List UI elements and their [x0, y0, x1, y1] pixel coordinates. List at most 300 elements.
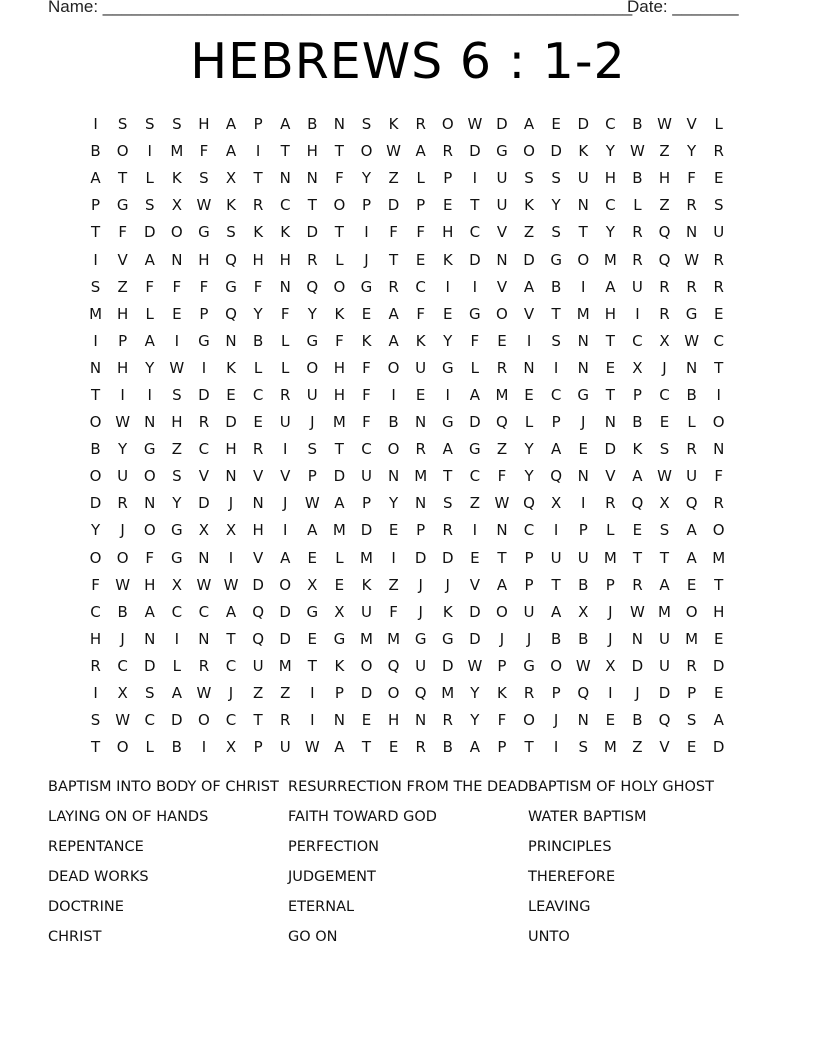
letter-grid: [82, 111, 737, 761]
grid-letter: A: [334, 738, 345, 757]
grid-letter: O: [577, 250, 590, 269]
grid-letter: G: [198, 331, 210, 350]
grid-letter: D: [333, 467, 346, 486]
grid-letter: P: [334, 684, 344, 703]
grid-letter: O: [441, 115, 454, 134]
grid-letter: A: [144, 602, 155, 621]
grid-letter: B: [90, 440, 101, 459]
grid-letter: X: [632, 358, 643, 377]
grid-letter: F: [91, 575, 100, 594]
grid-letter: L: [281, 331, 290, 350]
word-list-item: BAPTISM OF HOLY GHOST: [528, 779, 714, 795]
grid-letter: S: [226, 223, 236, 242]
grid-letter: K: [334, 304, 345, 323]
grid-letter: W: [304, 494, 320, 513]
grid-letter: O: [306, 358, 319, 377]
grid-letter: X: [171, 575, 182, 594]
grid-letter: R: [632, 575, 643, 594]
grid-letter: W: [115, 413, 131, 432]
grid-letter: F: [145, 548, 155, 567]
grid-letter: G: [441, 358, 454, 377]
grid-letter: T: [334, 223, 344, 242]
grid-letter: U: [360, 602, 372, 621]
word-list-item: UNTO: [528, 929, 570, 945]
grid-letter: S: [551, 169, 561, 188]
grid-letter: I: [174, 331, 180, 350]
grid-letter: S: [199, 169, 209, 188]
grid-letter: W: [115, 711, 131, 730]
grid-letter: T: [659, 548, 670, 567]
header: [48, 0, 748, 19]
grid-letter: Y: [172, 494, 182, 513]
word-list-item: DEAD WORKS: [48, 869, 149, 885]
grid-letter: B: [632, 169, 643, 188]
grid-letter: S: [578, 738, 588, 757]
grid-letter: R: [252, 196, 264, 215]
grid-letter: L: [281, 358, 290, 377]
grid-letter: Z: [171, 440, 182, 459]
grid-letter: D: [198, 385, 210, 404]
grid-letter: Z: [280, 684, 291, 703]
grid-letter: G: [496, 142, 508, 161]
grid-letter: A: [90, 169, 101, 188]
grid-letter: I: [526, 331, 532, 350]
grid-letter: F: [335, 169, 344, 188]
grid-letter: D: [523, 250, 535, 269]
grid-letter: I: [581, 494, 586, 513]
grid-letter: R: [117, 494, 128, 513]
grid-letter: R: [686, 277, 697, 296]
grid-letter: K: [632, 440, 643, 459]
grid-letter: Q: [523, 494, 535, 513]
grid-letter: A: [496, 575, 508, 594]
grid-letter: I: [553, 521, 559, 540]
grid-letter: S: [144, 115, 155, 134]
grid-letter: D: [577, 115, 590, 134]
grid-letter: O: [550, 656, 563, 675]
grid-letter: M: [685, 629, 699, 648]
grid-row: [82, 626, 737, 653]
grid-letter: F: [172, 277, 182, 296]
grid-letter: C: [252, 385, 264, 404]
grid-letter: D: [496, 115, 508, 134]
grid-letter: W: [630, 602, 645, 621]
grid-letter: T: [551, 575, 561, 594]
grid-letter: Z: [659, 196, 670, 215]
grid-letter: C: [605, 196, 616, 215]
grid-letter: R: [659, 277, 670, 296]
grid-letter: L: [172, 656, 181, 675]
grid-letter: Q: [414, 684, 427, 703]
grid-letter: K: [334, 656, 345, 675]
grid-letter: Y: [361, 169, 372, 188]
grid-letter: Y: [524, 467, 534, 486]
grid-letter: I: [391, 385, 396, 404]
grid-letter: P: [416, 196, 426, 215]
grid-letter: U: [117, 467, 129, 486]
grid-letter: L: [335, 548, 344, 567]
grid-letter: G: [306, 602, 319, 621]
grid-letter: W: [386, 142, 401, 161]
grid-letter: O: [170, 223, 183, 242]
grid-letter: F: [389, 223, 398, 242]
grid-letter: I: [147, 142, 152, 161]
grid-letter: M: [603, 250, 617, 269]
grid-letter: Z: [117, 277, 128, 296]
grid-letter: J: [526, 629, 532, 648]
grid-letter: N: [333, 711, 345, 730]
grid-letter: Y: [443, 331, 453, 350]
grid-letter: K: [361, 575, 372, 594]
grid-letter: I: [472, 169, 478, 188]
grid-letter: D: [198, 494, 210, 513]
grid-letter: P: [361, 494, 371, 513]
grid-letter: T: [253, 711, 263, 730]
grid-letter: T: [443, 467, 453, 486]
grid-letter: N: [631, 629, 644, 648]
grid-letter: T: [632, 548, 642, 567]
grid-letter: I: [201, 738, 207, 757]
grid-letter: O: [333, 277, 346, 296]
grid-letter: D: [469, 142, 481, 161]
grid-letter: G: [171, 521, 183, 540]
grid-letter: O: [387, 358, 400, 377]
grid-letter: A: [686, 521, 697, 540]
grid-letter: V: [198, 467, 210, 486]
grid-letter: D: [469, 602, 481, 621]
grid-letter: Y: [551, 196, 561, 215]
grid-letter: E: [524, 385, 534, 404]
grid-letter: P: [524, 548, 534, 567]
grid-letter: O: [116, 548, 129, 567]
grid-letter: H: [604, 169, 616, 188]
grid-letter: K: [171, 169, 182, 188]
grid-letter: S: [117, 115, 128, 134]
grid-letter: R: [713, 277, 724, 296]
grid-letter: I: [282, 440, 288, 459]
grid-letter: K: [524, 196, 534, 215]
grid-letter: B: [252, 331, 264, 350]
grid-letter: M: [170, 142, 184, 161]
grid-letter: X: [659, 331, 670, 350]
grid-letter: V: [280, 467, 291, 486]
grid-letter: F: [199, 142, 209, 161]
grid-row: [82, 246, 737, 273]
grid-letter: C: [198, 602, 210, 621]
grid-letter: H: [252, 521, 264, 540]
grid-letter: C: [659, 385, 670, 404]
word-list-item: ETERNAL: [288, 899, 355, 915]
grid-letter: O: [523, 142, 535, 161]
grid-letter: E: [713, 684, 724, 703]
grid-letter: J: [445, 575, 450, 594]
word-list-item: RESURRECTION FROM THE DEAD: [288, 779, 529, 795]
grid-letter: B: [632, 115, 643, 134]
grid-letter: B: [578, 575, 589, 594]
grid-letter: N: [685, 358, 698, 377]
grid-letter: T: [118, 169, 128, 188]
grid-letter: J: [364, 250, 369, 269]
grid-letter: E: [388, 738, 399, 757]
grid-letter: K: [497, 684, 507, 703]
grid-letter: B: [90, 142, 101, 161]
grid-letter: B: [632, 711, 643, 730]
grid-letter: H: [89, 629, 102, 648]
grid-letter: P: [253, 738, 263, 757]
grid-letter: R: [713, 142, 724, 161]
grid-letter: N: [333, 115, 345, 134]
grid-letter: A: [713, 711, 724, 730]
grid-letter: V: [496, 277, 508, 296]
grid-letter: F: [470, 331, 480, 350]
grid-letter: Y: [605, 142, 615, 161]
grid-letter: K: [226, 196, 236, 215]
grid-letter: H: [658, 169, 671, 188]
grid-letter: E: [361, 711, 372, 730]
word-list-item: THEREFORE: [528, 869, 616, 885]
grid-letter: O: [712, 413, 725, 432]
grid-letter: U: [279, 738, 291, 757]
grid-letter: S: [551, 331, 561, 350]
grid-letter: Y: [524, 440, 534, 459]
grid-letter: Q: [225, 250, 237, 269]
grid-letter: W: [494, 494, 510, 513]
grid-letter: N: [252, 494, 264, 513]
grid-row: [82, 490, 737, 517]
grid-letter: K: [578, 142, 589, 161]
grid-letter: G: [577, 385, 590, 404]
grid-letter: G: [198, 223, 210, 242]
grid-letter: I: [174, 629, 180, 648]
grid-letter: J: [418, 602, 423, 621]
grid-letter: L: [524, 413, 534, 432]
grid-letter: I: [635, 304, 640, 323]
grid-letter: E: [632, 521, 643, 540]
grid-letter: F: [416, 304, 425, 323]
grid-letter: O: [360, 142, 373, 161]
grid-letter: B: [578, 629, 589, 648]
grid-letter: R: [415, 738, 426, 757]
grid-letter: R: [198, 413, 210, 432]
grid-letter: F: [335, 331, 344, 350]
grid-letter: D: [631, 656, 644, 675]
grid-letter: N: [415, 413, 427, 432]
grid-letter: Q: [496, 413, 508, 432]
grid-letter: N: [387, 467, 400, 486]
grid-letter: N: [144, 629, 156, 648]
grid-letter: M: [89, 304, 103, 323]
grid-letter: F: [416, 223, 425, 242]
grid-letter: S: [144, 684, 155, 703]
grid-letter: L: [253, 358, 263, 377]
grid-letter: N: [306, 169, 318, 188]
grid-letter: F: [362, 413, 371, 432]
grid-letter: B: [388, 413, 399, 432]
grid-letter: W: [684, 250, 700, 269]
grid-letter: W: [196, 684, 212, 703]
grid-letter: X: [605, 656, 616, 675]
grid-letter: O: [143, 521, 156, 540]
grid-letter: V: [605, 467, 616, 486]
grid-letter: D: [360, 521, 373, 540]
grid-letter: E: [415, 385, 426, 404]
grid-letter: R: [686, 440, 697, 459]
grid-letter: X: [659, 494, 670, 513]
grid-letter: R: [713, 250, 724, 269]
grid-letter: S: [90, 277, 101, 296]
grid-letter: X: [225, 169, 237, 188]
grid-letter: U: [415, 656, 427, 675]
grid-letter: E: [578, 440, 588, 459]
grid-letter: T: [90, 738, 101, 757]
grid-letter: I: [553, 358, 559, 377]
name-field-label: Name: ________________________________________________________: [48, 0, 633, 16]
grid-letter: B: [117, 602, 128, 621]
grid-row: [82, 409, 737, 436]
word-list-item: LEAVING: [528, 899, 591, 915]
grid-letter: N: [577, 467, 589, 486]
grid-letter: U: [360, 467, 372, 486]
grid-row: [82, 572, 737, 599]
grid-letter: E: [713, 629, 724, 648]
grid-letter: N: [225, 467, 237, 486]
grid-letter: D: [469, 413, 481, 432]
grid-letter: G: [523, 656, 535, 675]
grid-letter: R: [90, 656, 101, 675]
grid-letter: E: [443, 196, 453, 215]
grid-letter: N: [171, 250, 183, 269]
grid-letter: N: [144, 494, 156, 513]
grid-letter: E: [361, 304, 372, 323]
word-list-item: PRINCIPLES: [528, 839, 612, 855]
grid-letter: U: [713, 223, 725, 242]
grid-letter: D: [712, 738, 725, 757]
grid-letter: D: [658, 684, 671, 703]
grid-letter: N: [496, 521, 508, 540]
grid-letter: A: [659, 575, 670, 594]
grid-letter: O: [89, 548, 102, 567]
grid-letter: U: [306, 385, 318, 404]
grid-letter: O: [496, 304, 508, 323]
grid-letter: U: [686, 467, 698, 486]
grid-letter: A: [523, 115, 535, 134]
grid-letter: T: [714, 358, 724, 377]
grid-row: [82, 328, 737, 355]
grid-letter: Q: [252, 602, 265, 621]
grid-letter: T: [253, 169, 263, 188]
grid-letter: O: [712, 521, 725, 540]
grid-letter: J: [228, 684, 234, 703]
grid-letter: L: [714, 115, 723, 134]
grid-letter: Y: [307, 304, 317, 323]
grid-letter: J: [608, 629, 613, 648]
grid-letter: Y: [470, 711, 480, 730]
grid-letter: F: [362, 385, 371, 404]
grid-letter: S: [443, 494, 453, 513]
grid-letter: I: [608, 684, 613, 703]
grid-letter: V: [117, 250, 128, 269]
grid-letter: K: [280, 223, 291, 242]
grid-letter: D: [469, 250, 481, 269]
grid-letter: H: [333, 385, 346, 404]
grid-letter: D: [89, 494, 102, 513]
grid-letter: U: [252, 656, 264, 675]
grid-letter: M: [658, 602, 671, 621]
grid-letter: Y: [90, 521, 101, 540]
grid-letter: G: [306, 331, 319, 350]
grid-row: [82, 653, 737, 680]
grid-letter: H: [171, 413, 183, 432]
grid-letter: P: [551, 684, 561, 703]
word-list-item: BAPTISM INTO BODY OF CHRIST: [48, 779, 279, 795]
puzzle-title: HEBREWS 6 : 1-2: [190, 33, 626, 90]
grid-letter: C: [279, 196, 291, 215]
grid-letter: D: [604, 440, 617, 459]
grid-letter: H: [306, 142, 318, 161]
grid-letter: A: [551, 602, 562, 621]
grid-letter: X: [551, 494, 562, 513]
grid-letter: R: [442, 711, 453, 730]
grid-letter: U: [550, 548, 562, 567]
grid-letter: B: [686, 385, 697, 404]
grid-row: [82, 138, 737, 165]
grid-letter: T: [497, 548, 507, 567]
grid-row: [82, 463, 737, 490]
grid-letter: H: [117, 304, 129, 323]
grid-letter: O: [279, 575, 292, 594]
grid-letter: M: [360, 548, 373, 567]
grid-letter: X: [117, 684, 128, 703]
grid-letter: M: [360, 629, 373, 648]
grid-letter: A: [280, 548, 291, 567]
grid-letter: C: [469, 467, 481, 486]
grid-letter: V: [496, 223, 508, 242]
grid-letter: K: [388, 115, 399, 134]
grid-letter: M: [387, 629, 401, 648]
grid-letter: R: [307, 250, 318, 269]
grid-letter: D: [252, 575, 264, 594]
grid-letter: D: [414, 548, 427, 567]
grid-letter: S: [659, 521, 670, 540]
grid-letter: I: [120, 385, 125, 404]
grid-letter: Z: [659, 142, 670, 161]
grid-letter: N: [198, 629, 210, 648]
grid-letter: P: [605, 575, 615, 594]
grid-row: [82, 545, 737, 572]
grid-letter: S: [713, 196, 724, 215]
grid-letter: T: [714, 575, 724, 594]
grid-letter: E: [388, 521, 399, 540]
grid-letter: W: [575, 656, 591, 675]
grid-letter: Q: [631, 494, 644, 513]
grid-letter: K: [442, 250, 453, 269]
grid-letter: A: [144, 250, 155, 269]
grid-letter: C: [550, 385, 562, 404]
grid-letter: C: [632, 331, 643, 350]
grid-letter: N: [685, 223, 698, 242]
grid-letter: I: [445, 385, 450, 404]
grid-letter: Y: [118, 440, 128, 459]
grid-letter: O: [387, 684, 400, 703]
grid-letter: D: [441, 656, 454, 675]
grid-letter: K: [361, 331, 372, 350]
grid-letter: T: [361, 738, 372, 757]
grid-letter: M: [278, 656, 292, 675]
grid-letter: J: [608, 602, 613, 621]
grid-letter: W: [304, 738, 320, 757]
grid-letter: R: [415, 440, 426, 459]
grid-letter: D: [306, 223, 319, 242]
